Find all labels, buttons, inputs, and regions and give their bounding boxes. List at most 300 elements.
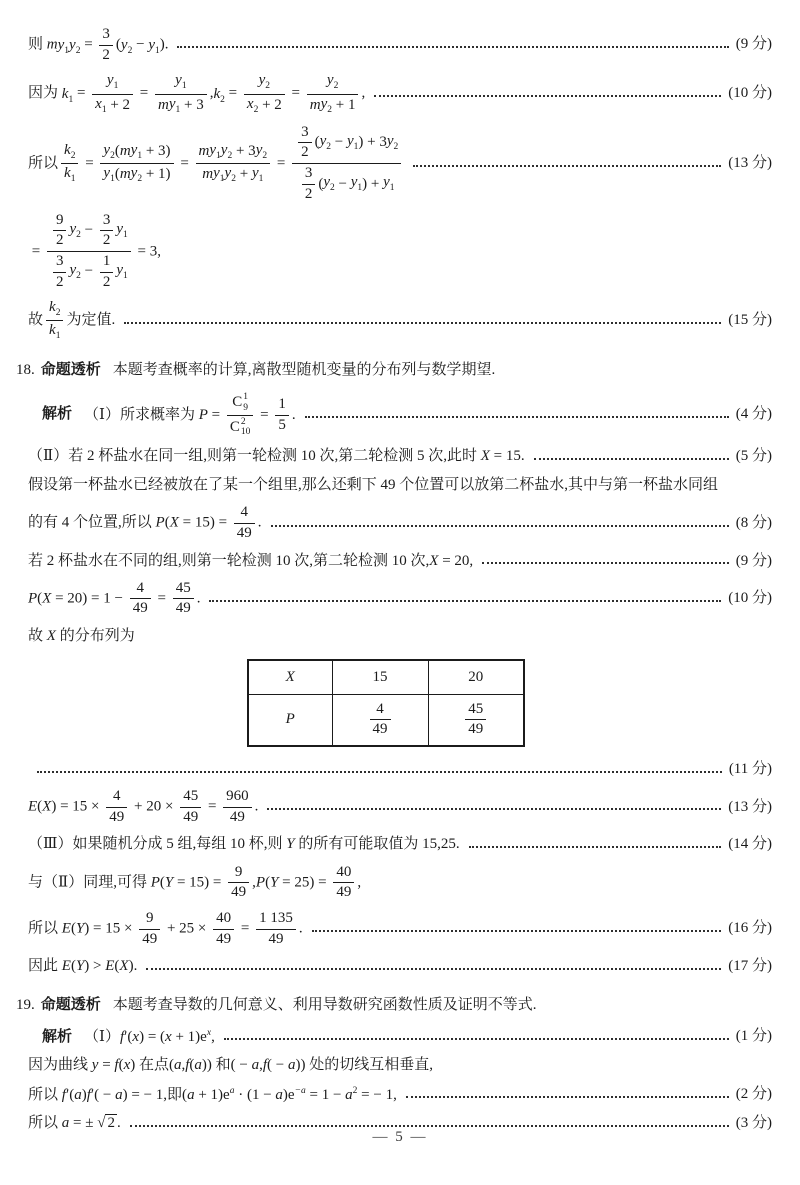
math-subscripted xyxy=(327,72,338,92)
denominator xyxy=(244,95,285,116)
subscript: 1 xyxy=(181,81,187,92)
text: 49 xyxy=(109,808,125,825)
base: y xyxy=(383,174,390,191)
upper: 2 xyxy=(240,416,246,427)
text: 9 xyxy=(55,211,64,228)
text: 的有 4 个位置,所以 xyxy=(28,515,156,531)
doc-line xyxy=(0,1055,772,1076)
subscript: 2 xyxy=(231,174,236,185)
subscript: 1 xyxy=(123,229,128,240)
math-subscripted xyxy=(49,299,60,319)
denominator xyxy=(53,231,67,250)
subscript: 1 xyxy=(389,183,395,194)
text: ( xyxy=(70,958,76,974)
base: y xyxy=(323,174,330,191)
doc-line xyxy=(0,212,772,292)
fraction xyxy=(99,26,113,64)
text: + 3) xyxy=(142,143,171,160)
upper: 1 xyxy=(243,391,248,402)
table-row xyxy=(248,694,524,746)
denominator xyxy=(53,273,67,292)
line-content xyxy=(28,580,200,618)
numerator xyxy=(256,910,296,930)
math-variable: E xyxy=(61,958,71,974)
text: （Ⅱ）若 2 杯盐水在同一组,则第一轮检测 10 次,第二轮检测 5 次,此时 xyxy=(28,448,481,465)
line-content xyxy=(28,447,525,467)
line-content xyxy=(28,864,361,902)
item-number: 18. xyxy=(16,362,35,379)
text: ) xyxy=(282,1086,288,1103)
fraction xyxy=(180,788,201,826)
math-exponential xyxy=(288,1087,306,1103)
base: y xyxy=(350,174,358,191)
text: 4 xyxy=(376,700,384,717)
line-content xyxy=(28,504,262,542)
math-variable: f xyxy=(119,1028,125,1045)
doc-line xyxy=(0,504,772,542)
math-variable: m xyxy=(46,36,58,53)
text: 1 135 xyxy=(259,909,293,926)
text: ) = ( xyxy=(139,1028,166,1045)
numerator xyxy=(53,253,67,273)
numerator xyxy=(180,788,201,808)
text: ( xyxy=(318,175,324,192)
score-label: (16 分) xyxy=(728,920,772,937)
math-variable: f xyxy=(86,1086,91,1103)
sup-sub-stack xyxy=(241,417,251,439)
text: + 2 xyxy=(106,96,131,113)
math-variable: P xyxy=(155,515,165,531)
base: y xyxy=(386,132,394,149)
subscript: 1 xyxy=(64,45,70,56)
text: 1 xyxy=(102,252,111,269)
text: 2 xyxy=(102,46,110,63)
denominator xyxy=(256,930,296,949)
text: = xyxy=(176,155,193,172)
doc-line xyxy=(0,551,772,572)
math-variable: m xyxy=(198,143,210,160)
doc-line xyxy=(0,124,772,204)
table-cell xyxy=(428,660,524,694)
math-variable: X xyxy=(42,590,52,607)
page-number: — 5 — xyxy=(372,1129,428,1145)
text: ) xyxy=(81,1086,87,1103)
text: − xyxy=(334,175,351,192)
text: − xyxy=(80,221,97,238)
numerator xyxy=(234,504,255,524)
superscript: −a xyxy=(294,1085,306,1096)
math-variable: P xyxy=(255,874,266,891)
text: 3 xyxy=(102,211,111,228)
base: y xyxy=(346,132,354,149)
denominator xyxy=(100,231,114,250)
score-label: (3 分) xyxy=(735,1115,772,1131)
math-variable: X xyxy=(46,627,56,644)
text: 9 xyxy=(145,909,154,926)
text: 3 xyxy=(301,123,309,140)
dotted-leader xyxy=(146,968,721,970)
text: 49 xyxy=(372,721,388,738)
base: y xyxy=(69,261,77,278)
subscript: 1 xyxy=(123,270,128,281)
text: )) 处的切线互相垂直, xyxy=(295,1057,434,1073)
line-content xyxy=(16,361,495,381)
math-subscripted xyxy=(383,174,394,194)
text: = xyxy=(81,155,98,172)
subscript: 1 xyxy=(137,150,143,161)
subscript: 2 xyxy=(110,150,115,161)
math-variable: m xyxy=(309,96,321,113)
base: y xyxy=(120,36,128,53)
denominator xyxy=(180,808,201,827)
text: 2 xyxy=(304,185,313,202)
score-label: (17 分) xyxy=(728,958,772,974)
distribution-table xyxy=(247,659,525,747)
text: 所以 xyxy=(28,1115,62,1131)
line-content xyxy=(28,1056,433,1076)
denominator xyxy=(370,720,391,739)
math-variable: a xyxy=(251,1057,260,1073)
table-wrapper xyxy=(0,659,772,747)
math-variable: E xyxy=(105,958,115,974)
text: 49 xyxy=(132,600,148,617)
doc-line xyxy=(0,1026,772,1047)
superscript: 2 xyxy=(352,1085,358,1096)
text: = xyxy=(98,1057,115,1073)
math-subscripted xyxy=(169,96,180,116)
subscript: 2 xyxy=(393,141,399,152)
text: 40 xyxy=(336,863,352,880)
text: 2 xyxy=(55,232,64,249)
score-label: (11 分) xyxy=(728,760,772,777)
math-subscripted xyxy=(221,142,232,162)
text: ′( − xyxy=(90,1086,116,1103)
text: . xyxy=(196,590,201,607)
text: . xyxy=(254,798,259,815)
denominator xyxy=(130,599,151,618)
math-subscripted xyxy=(131,165,142,185)
text: ( xyxy=(159,874,165,891)
text: = 25) = xyxy=(278,874,331,891)
text: 49 xyxy=(468,721,484,738)
numerator xyxy=(100,142,173,164)
table-row xyxy=(248,660,524,694)
bold-label: 解析 xyxy=(42,406,73,423)
line-content xyxy=(28,627,135,647)
denominator xyxy=(298,143,312,162)
denominator xyxy=(61,164,78,185)
base: k xyxy=(61,85,69,102)
math-variable: a xyxy=(174,1057,182,1073)
denominator xyxy=(292,164,401,203)
subscript: 1 xyxy=(353,141,359,152)
math-subscripted xyxy=(116,262,127,282)
math-subscripted xyxy=(387,133,398,153)
doc-line xyxy=(0,1084,772,1105)
text: = xyxy=(136,85,153,102)
text: ) = − 1,即( xyxy=(122,1086,188,1103)
text: ( xyxy=(189,1057,195,1073)
text: = xyxy=(256,406,273,423)
score-label: (8 分) xyxy=(735,514,772,531)
text: 49 xyxy=(336,884,352,901)
math-variable: X xyxy=(429,552,439,569)
text: ( xyxy=(314,134,320,151)
dotted-leader xyxy=(177,46,728,48)
base: C xyxy=(229,418,240,435)
fraction xyxy=(100,253,114,291)
text: （Ⅲ）如果随机分成 5 组,每组 10 杯,则 xyxy=(28,836,287,853)
text: = 20, xyxy=(438,552,474,569)
combination-symbol xyxy=(230,417,251,439)
numerator xyxy=(307,72,359,94)
numerator xyxy=(106,788,127,808)
math-subscripted xyxy=(61,85,74,105)
text: ( xyxy=(70,920,76,937)
numerator xyxy=(227,392,254,416)
text: = xyxy=(224,85,241,102)
line-content xyxy=(28,26,168,64)
text: ). xyxy=(128,958,138,974)
text: ). xyxy=(159,36,169,53)
subscript: 2 xyxy=(76,270,81,281)
line-content xyxy=(28,212,161,292)
denominator xyxy=(228,883,249,902)
line-content xyxy=(28,910,303,948)
math-variable: X xyxy=(480,448,490,465)
text: · (1 − xyxy=(234,1086,276,1103)
base: a xyxy=(345,1086,353,1103)
base: y xyxy=(224,165,232,182)
text: 4 xyxy=(113,788,121,805)
numerator xyxy=(213,910,234,930)
fraction xyxy=(244,72,285,115)
fraction xyxy=(223,788,252,826)
doc-line xyxy=(0,580,772,618)
numerator xyxy=(155,72,207,94)
text: + 1) xyxy=(194,1086,224,1103)
doc-line xyxy=(0,910,772,948)
math-variable: E xyxy=(28,798,38,815)
denominator xyxy=(155,95,207,116)
math-exponential xyxy=(223,1087,234,1103)
lower: 10 xyxy=(240,427,251,438)
text: 本题考查导数的几何意义、利用导数研究函数性质及证明不等式. xyxy=(112,997,537,1013)
text: . xyxy=(116,1115,121,1131)
text: ′( xyxy=(124,1028,133,1045)
text: 所以 xyxy=(28,1086,62,1103)
line-content xyxy=(28,124,404,204)
text: 5 xyxy=(278,416,286,433)
numerator xyxy=(244,72,285,94)
denominator xyxy=(275,416,289,435)
line-content xyxy=(28,72,365,115)
text: + 2 xyxy=(258,96,282,113)
text: 45 xyxy=(183,788,199,805)
math-subscripted xyxy=(69,221,80,241)
text: ( xyxy=(37,590,43,607)
text: 假设第一杯盐水已经被放在了某一个组里,那么还剩下 49 个位置可以放第二杯盐水,其中与第一杯盐水同组 xyxy=(28,477,719,494)
math-variable: P xyxy=(285,711,295,728)
math-variable: Y xyxy=(75,958,85,974)
math-variable: a xyxy=(115,1086,123,1103)
denominator xyxy=(223,808,252,827)
line-content xyxy=(28,476,718,496)
text: + 3 xyxy=(180,96,204,113)
text: ( xyxy=(118,1057,124,1073)
text: 故 xyxy=(28,627,47,644)
text: − xyxy=(132,36,149,53)
fraction xyxy=(227,392,254,439)
text: , xyxy=(361,85,366,102)
doc-line xyxy=(0,835,772,856)
score-label: (14 分) xyxy=(728,836,772,853)
doc-line xyxy=(0,392,772,439)
math-exponential xyxy=(200,1029,211,1045)
fraction xyxy=(100,212,114,250)
denominator xyxy=(227,416,254,439)
numerator xyxy=(100,212,114,232)
fraction xyxy=(130,580,151,618)
line-content xyxy=(16,996,537,1016)
math-variable: x xyxy=(132,1028,140,1045)
math-variable: a xyxy=(194,1057,202,1073)
subscript: 2 xyxy=(253,104,259,115)
math-subscripted xyxy=(259,72,270,92)
base: y xyxy=(69,36,76,53)
numerator xyxy=(333,864,354,884)
score-label: (5 分) xyxy=(735,448,772,465)
math-variable: Y xyxy=(164,874,174,891)
math-variable: m xyxy=(202,166,214,183)
math-subscripted xyxy=(252,165,263,185)
subscript: 2 xyxy=(55,308,61,319)
bold-label: 命题透析 xyxy=(40,997,101,1013)
numerator xyxy=(99,26,113,46)
subscript: 1 xyxy=(101,104,107,115)
math-subscripted xyxy=(256,142,267,162)
text: 49 xyxy=(175,600,191,617)
text: = − 1, xyxy=(357,1086,397,1103)
denominator xyxy=(106,808,127,827)
text: = 3, xyxy=(133,242,161,259)
text: = xyxy=(28,242,44,259)
base: k xyxy=(64,165,71,182)
math-superscripted xyxy=(345,1087,357,1103)
text: 因为曲线 xyxy=(28,1057,92,1073)
text: 2 xyxy=(102,273,111,290)
base: x xyxy=(95,95,102,112)
subscript: 2 xyxy=(127,45,133,56)
text: 4 xyxy=(240,504,249,521)
math-variable: m xyxy=(119,166,131,183)
score-label: (10 分) xyxy=(728,590,772,607)
base: y xyxy=(103,141,111,158)
fraction xyxy=(100,142,173,185)
fraction xyxy=(370,701,391,739)
section-header xyxy=(0,995,772,1016)
math-variable: Y xyxy=(270,874,279,891)
combination-symbol xyxy=(232,392,248,414)
math-variable: a xyxy=(187,1086,195,1103)
base: y xyxy=(103,165,111,182)
numerator xyxy=(100,253,114,273)
subscript: 2 xyxy=(330,183,335,194)
text: 的分布列为 xyxy=(55,627,135,644)
text: 为定值. xyxy=(66,312,116,329)
text: 本题考查概率的计算,离散型随机变量的分布列与数学期望. xyxy=(112,362,496,379)
text: = xyxy=(80,36,97,53)
subscript: 1 xyxy=(70,174,76,185)
doc-line xyxy=(0,299,772,342)
math-variable: m xyxy=(119,143,131,160)
base: k xyxy=(49,322,56,339)
base: y xyxy=(130,141,138,158)
text: 所以 xyxy=(28,155,59,172)
text: = ± xyxy=(69,1115,98,1131)
base: y xyxy=(326,72,334,89)
math-subscripted xyxy=(209,142,220,162)
base: C xyxy=(232,393,243,410)
base: x xyxy=(246,95,254,112)
text: . xyxy=(298,920,303,937)
dotted-leader xyxy=(271,525,729,527)
math-variable: E xyxy=(61,920,71,937)
line-content xyxy=(42,1027,215,1048)
numerator xyxy=(47,212,131,252)
fraction xyxy=(213,910,234,948)
text: . xyxy=(257,515,262,531)
math-variable: X xyxy=(285,668,295,685)
line-content xyxy=(28,788,258,826)
math-subscripted xyxy=(103,165,114,185)
doc-line xyxy=(0,475,772,496)
math-subscripted xyxy=(320,133,331,153)
math-subscripted xyxy=(351,174,362,194)
math-variable: a xyxy=(74,1086,82,1103)
math-subscripted xyxy=(107,72,118,92)
math-variable: f xyxy=(61,1086,66,1103)
score-label: (1 分) xyxy=(735,1028,772,1044)
math-subscripted xyxy=(49,322,60,342)
text: + 25 × xyxy=(163,920,211,937)
fraction xyxy=(292,124,401,204)
base: y xyxy=(116,261,124,278)
sup-sub-stack xyxy=(243,392,248,414)
doc-line xyxy=(0,72,772,115)
numerator xyxy=(130,580,151,600)
denominator xyxy=(307,95,359,116)
math-variable: a xyxy=(275,1086,283,1103)
dotted-leader xyxy=(224,1038,729,1040)
dotted-leader xyxy=(267,808,721,810)
math-variable: m xyxy=(158,96,169,113)
text: ) = 15 × xyxy=(84,920,137,937)
math-subscripted xyxy=(116,221,127,241)
text: , xyxy=(209,85,214,102)
base: e xyxy=(200,1028,207,1045)
fraction xyxy=(139,910,160,948)
text: ) + 3 xyxy=(358,134,387,151)
subscript: 1 xyxy=(216,150,221,161)
numerator xyxy=(61,142,78,164)
numerator xyxy=(275,396,289,416)
base: y xyxy=(148,36,155,53)
math-subscripted xyxy=(225,165,236,185)
dotted-leader xyxy=(406,1096,729,1098)
doc-line xyxy=(0,956,772,977)
text: = 15. xyxy=(489,448,525,465)
